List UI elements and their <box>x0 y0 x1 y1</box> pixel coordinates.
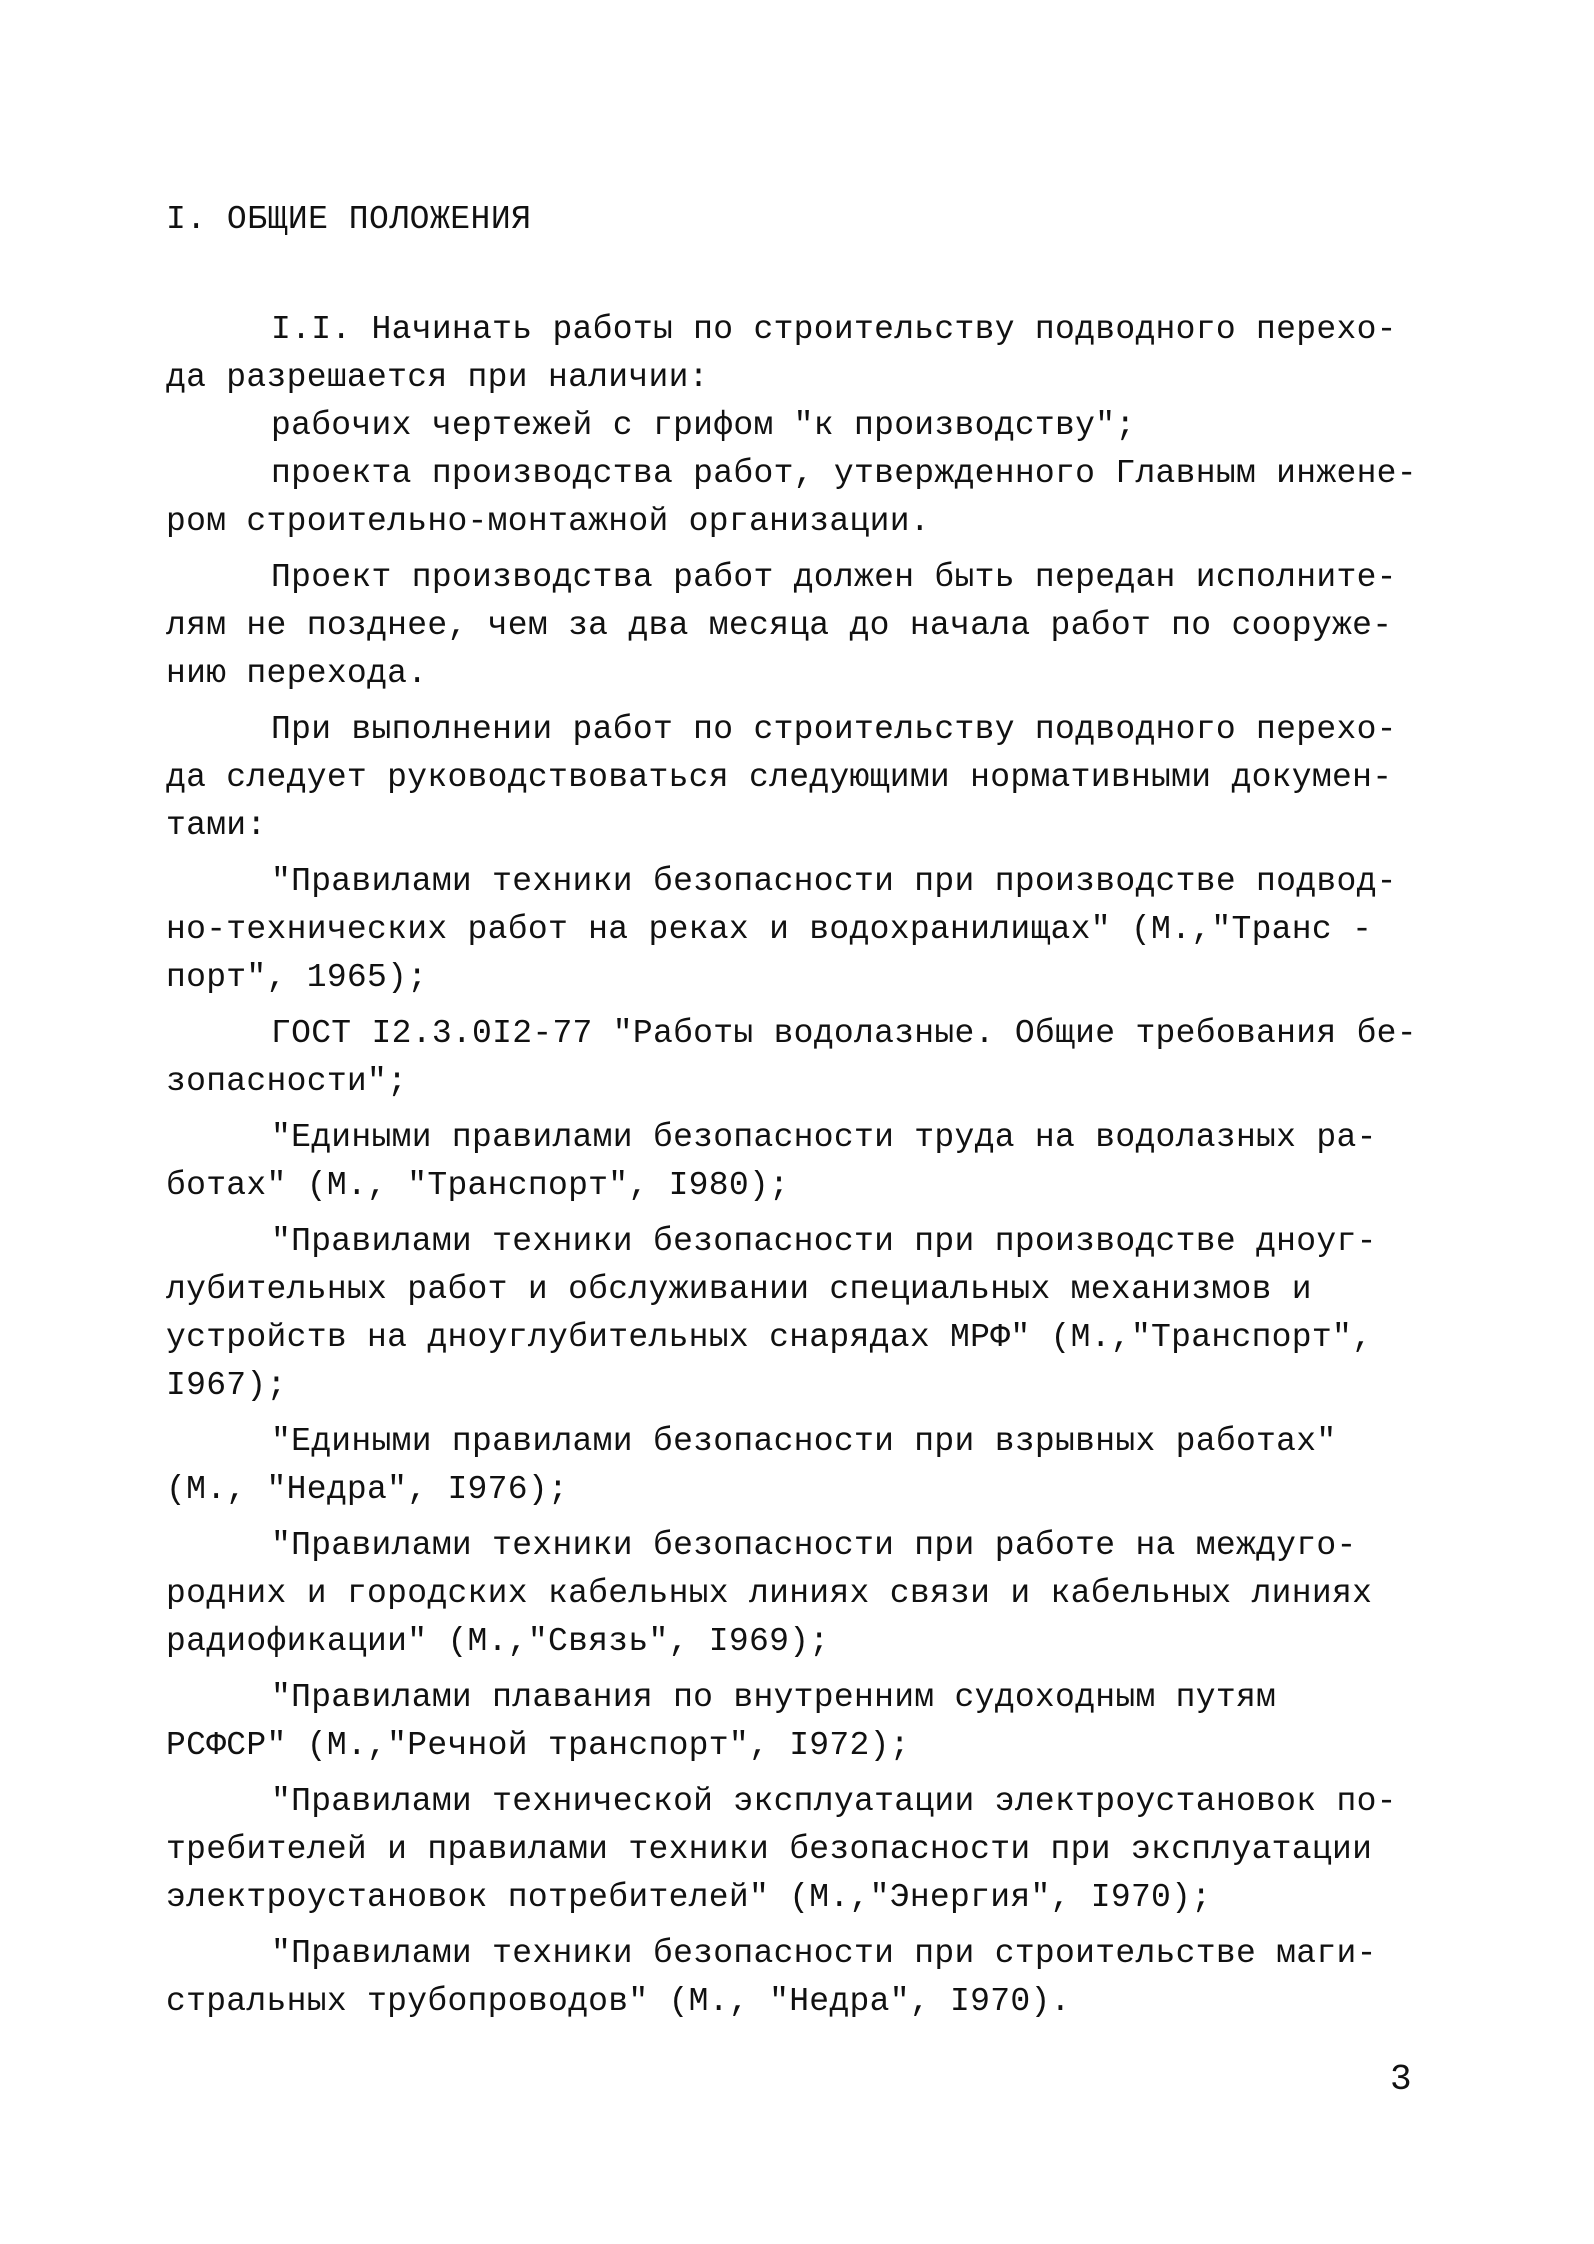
text-line: "Правилами техники безопасности при производстве подвод- <box>271 863 1397 900</box>
text-line: но-технических работ на реках и водохранилищах" (М.,"Транс - <box>166 911 1373 948</box>
text-line: требителей и правилами техники безопасности при эксплуатации <box>166 1831 1373 1868</box>
text-line: тами: <box>166 807 267 844</box>
text-line: устройств на дноуглубительных снарядах МРФ" (М.,"Транспорт", <box>166 1319 1373 1356</box>
text-line: да разрешается при наличии: <box>166 359 709 396</box>
text-line: рабочих чертежей с грифом "к производству"; <box>271 407 1136 444</box>
text-line: ГОСТ I2.3.0I2-77 "Работы водолазные. Общие требования бе- <box>271 1015 1417 1052</box>
text-line: электроустановок потребителей" (М.,"Энергия", I970); <box>166 1879 1212 1916</box>
text-line: I.I. Начинать работы по строительству подводного перехо- <box>271 311 1397 348</box>
text-line: "Правилами техники безопасности при строительстве маги- <box>271 1935 1377 1972</box>
text-line: I967); <box>166 1367 287 1404</box>
text-line: зопасности"; <box>166 1063 408 1100</box>
text-line: "Правилами техники безопасности при производстве дноуг- <box>271 1223 1377 1260</box>
text-line: проекта производства работ, утвержденного Главным инжене- <box>271 455 1417 492</box>
text-line: лям не позднее, чем за два месяца до начала работ по сооруже- <box>166 607 1393 644</box>
text-line: лубительных работ и обслуживании специальных механизмов и <box>166 1271 1312 1308</box>
text-line: "Правилами техники безопасности при работе на междуго- <box>271 1527 1357 1564</box>
text-line: родних и городских кабельных линиях связи и кабельных линиях <box>166 1575 1373 1612</box>
text-line: да следует руководствоваться следующими нормативными докумен- <box>166 759 1393 796</box>
section-title: I. ОБЩИЕ ПОЛОЖЕНИЯ <box>166 201 532 238</box>
text-line: РСФСР" (М.,"Речной транспорт", I972); <box>166 1727 910 1764</box>
text-line: стральных трубопроводов" (М., "Недра", I970). <box>166 1983 1071 2020</box>
text-line: (М., "Недра", I976); <box>166 1471 569 1508</box>
text-line: Проект производства работ должен быть передан исполните- <box>271 559 1397 596</box>
text-line: При выполнении работ по строительству подводного перехо- <box>271 711 1397 748</box>
text-line: "Правилами технической эксплуатации электроустановок по- <box>271 1783 1397 1820</box>
page-number: 3 <box>1390 2059 1412 2100</box>
text-line: "Едиными правилами безопасности при взрывных работах" <box>271 1423 1337 1460</box>
text-line: "Правилами плавания по внутренним судоходным путям <box>271 1679 1277 1716</box>
text-line: ром строительно-монтажной организации. <box>166 503 930 540</box>
text-line: "Едиными правилами безопасности труда на водолазных ра- <box>271 1119 1377 1156</box>
text-line: порт", 1965); <box>166 959 428 996</box>
text-line: ботах" (М., "Транспорт", I980); <box>166 1167 790 1204</box>
text-line: радиофикации" (М.,"Связь", I969); <box>166 1623 830 1660</box>
text-line: нию перехода. <box>166 655 428 692</box>
